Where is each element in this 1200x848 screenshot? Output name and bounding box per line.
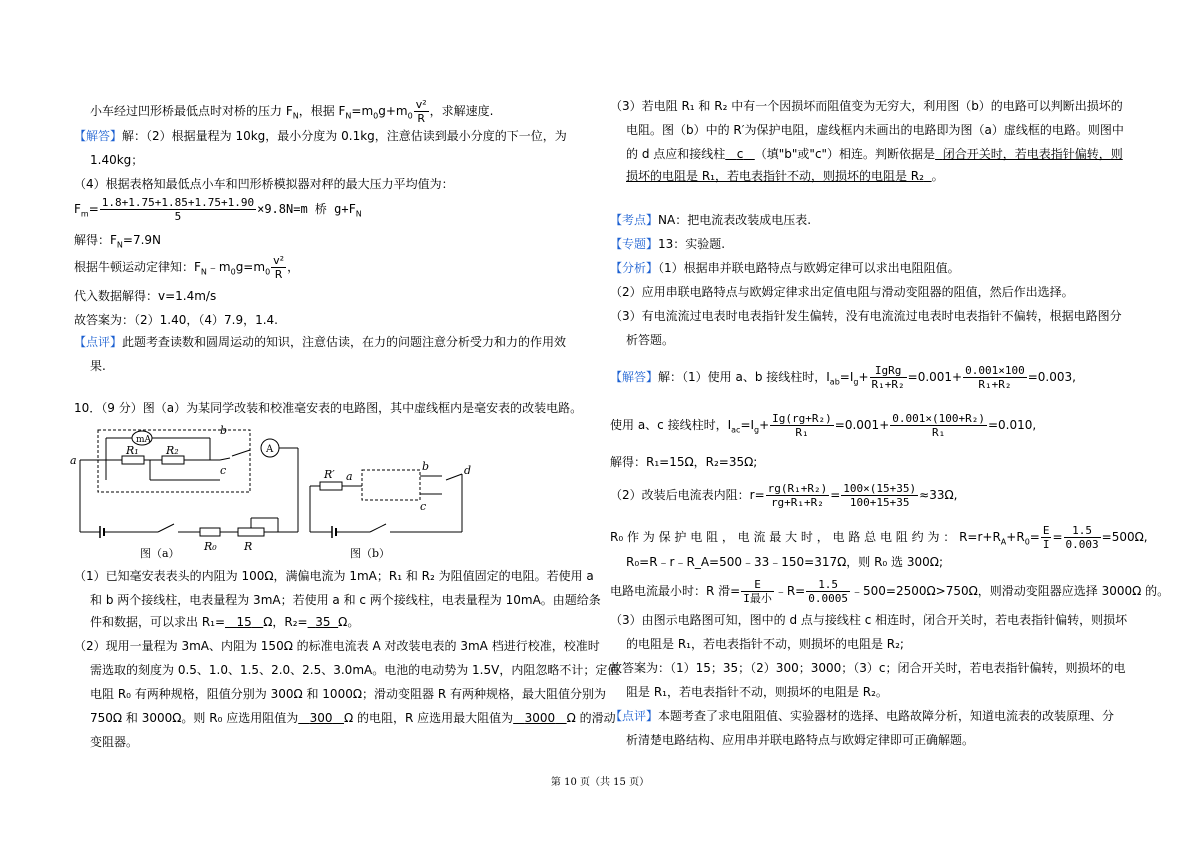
text-line: 使用 a、c 接线柱时，$I_{ac}=I_g+$ $\frac{\text{Ig(rg+R₂)}}{\text{R₁}}$ =0.001+ $\frac{\text{0.001×(100+R₂)}}{\text{R₁}}$ =0.010, [610, 412, 1037, 439]
label-r1: R₁ [126, 444, 139, 457]
text-line: 件和数据，可以求出 R₁= 15 Ω，R₂= 35 Ω。 [90, 615, 360, 629]
text-line: 【专题】13：实验题. [610, 237, 726, 251]
text-line: 【解答】解：（1）使用 a、b 接线柱时，$I_{ab}=I_g+$ IgRg R₁+R₂ =0.001+ $\frac{0.001\times 100}{\text{R₁+R₂}}$ =0.003, [610, 364, 1076, 391]
fraction: IgRg R₁+R₂ [871, 364, 905, 391]
text-line: 电阻。图（b）中的 R′为保护电阻，虚线框内未画出的电路即为图（a）虚线框的电路。则图中 [626, 123, 1124, 137]
caption-figure-a: 图（a） [140, 547, 180, 560]
fraction: $\frac{1.5}{0.0005}$ [808, 578, 848, 605]
text-line: 故答案为：（1）15；35；（2）300；3000；（3）c；闭合开关时，若电表指针偏转，则损坏的电 [610, 661, 1126, 675]
fraction: $\frac{100\times(15+35)}{100+15+35}$ [843, 482, 917, 509]
fraction: $\frac{0.001\times 100}{\text{R₁+R₂}}$ [965, 364, 1025, 391]
resistor-r2 [162, 456, 184, 464]
text-line: （2）现用一量程为 3mA、内阻为 150Ω 的标准电流表 A 对改装电表的 3mA 档进行校准，校准时 [74, 639, 600, 653]
text-line: 的 d 点应和接线柱 c （填"b"或"c"）相连。判断依据是 闭合开关时，若电表指针偏转，则 [626, 147, 1123, 161]
text-line: 【点评】本题考查了求电阻阻值、实验器材的选择、电路故障分析，知道电流表的改装原理、分 [610, 709, 1115, 723]
text-line: 解得：R₁=15Ω，R₂=35Ω; [610, 455, 758, 469]
text-line: R₀ 作 为 保 护 电 阻 ， 电 流 最 大 时 ， 电 路 总 电 阻 约 为 ： $R=r+R_A+R_0=$ $\frac{E}{I}$ = $\frac{1.5}{0.003}$ =500Ω, [610, 524, 1148, 551]
text-line: 故答案为：（2）1.40，（4）7.9，1.4. [74, 313, 278, 327]
text-line: 变阻器。 [90, 735, 139, 749]
text-line: 1.40kg； [90, 153, 144, 167]
resistor-r0 [200, 528, 220, 536]
rheostat [238, 528, 264, 536]
fraction: $\frac{E}{I}$ [1042, 524, 1050, 551]
fraction: E I最小 [743, 578, 772, 605]
question-title: 10．（9 分）图（a）为某同学改装和校准毫安表的电路图，其中虚线框内是毫安表的改装电路。 [74, 401, 583, 415]
text-line: 小车经过凹形桥最低点时对桥的压力 $F_N$，根据 $F_N=m_0g+m_0$ $\frac{\text{v²}}{R}$ ，求解速度. [90, 98, 494, 125]
fraction: $\frac{1.8+1.75+1.85+1.75+1.90}{5}$ [101, 196, 255, 223]
text-line: 电阻 R₀ 有两种规格，阻值分别为 300Ω 和 1000Ω；滑动变阻器 R 有两种规格，最大阻值分别为 [90, 687, 606, 701]
label-r: R [244, 540, 253, 553]
dashed-box-b [362, 470, 420, 500]
circuit-diagrams [70, 422, 530, 560]
text-line: 需选取的刻度为 0.5、1.0、1.5、2.0、2.5、3.0mA。电池的电动势为 1.5V，内阻忽略不计；定值 [90, 663, 620, 677]
label-a-meter: A [266, 444, 274, 455]
text-line: 解得：$F_N=7.9N$ [74, 233, 162, 250]
text-line: 和 b 两个接线柱，电表量程为 3mA；若使用 a 和 c 两个接线柱，电表量程为 10mA。由题给条 [90, 593, 601, 607]
text-line: （3）有电流流过电表时电表指针发生偏转，没有电流流过电表时电表指针不偏转，根据电路图分 [610, 309, 1122, 323]
text-line: 析清楚电路结构、应用串并联电路特点与欧姆定律即可正确解题。 [626, 733, 975, 747]
page-footer: 第 10 页（共 15 页） [550, 777, 650, 788]
label-r0: R₀ [204, 540, 217, 553]
text-line: 析答题。 [626, 333, 675, 347]
fraction: $\frac{\text{Ig(rg+R₂)}}{\text{R₁}}$ [772, 412, 832, 439]
label-b-b: b [422, 460, 430, 473]
text-line: （3）由图示电路图可知，图中的 d 点与接线柱 c 相连时，闭合开关时，若电表指针偏转，则损坏 [610, 613, 1128, 627]
text-line: 【分析】（1）根据串并联电路特点与欧姆定律可以求出电阻阻值。 [610, 261, 960, 275]
resistor-rprime [320, 482, 342, 490]
resistor-r1 [122, 456, 144, 464]
fraction: $\frac{1.5}{0.003}$ [1065, 524, 1099, 551]
text-line: 【解答】解：（2）根据量程为 10kg，最小分度为 0.1kg，注意估读到最小分度的下一位，为 [74, 129, 567, 143]
fraction: $\frac{\text{rg(R₁+R₂)}}{\text{rg+R₁+R₂}}$ [767, 482, 828, 509]
label-a-b: a [346, 470, 353, 483]
text-line: 的电阻是 R₁，若电表指针不动，则损坏的电阻是 R₂; [626, 637, 904, 651]
text-line: （2）应用串联电路特点与欧姆定律求出定值电阻与滑动变阻器的阻值，然后作出选择。 [610, 285, 1074, 299]
text-line: 损坏的电阻是 R₁，若电表指针不动，则损坏的电阻是 R₂ 。 [626, 169, 944, 183]
label-rprime: R′ [324, 468, 335, 481]
text-line: （2）改装后电流表内阻：r= $\frac{\text{rg(R₁+R₂)}}{\text{rg+R₁+R₂}}$ = $\frac{100\times(15+35)}{100+15+35}$ ≈33Ω, [610, 482, 958, 509]
caption-figure-b: 图（b） [350, 547, 391, 560]
dashed-box [98, 430, 250, 492]
label-d: d [464, 464, 472, 477]
fraction: $\frac{\text{0.001×(100+R₂)}}{\text{R₁}}$ [892, 412, 985, 439]
text-line: 代入数据解得：v=1.4m/s [74, 289, 217, 303]
label-ma: mA [136, 435, 152, 445]
label-r2: R₂ [166, 444, 179, 457]
text-line: 果. [90, 359, 106, 373]
label-c: c [220, 464, 227, 477]
label-c-b: c [420, 500, 427, 513]
text-line: R₀=R﹣r﹣R_A=500﹣33﹣150=317Ω，则 R₀ 选 300Ω; [626, 555, 943, 569]
text-line: （1）已知毫安表表头的内阻为 100Ω，满偏电流为 1mA；R₁ 和 R₂ 为阻值固定的电阻。若使用 a [74, 569, 594, 583]
text-line: 根据牛顿运动定律知：$F_N﹣m_0g=m_0$ $\frac{\text{v²}}{R}$ ， [74, 254, 300, 281]
text-line: 【点评】此题考查读数和圆周运动的知识，注意估读，在力的问题注意分析受力和力的作用效 [74, 335, 567, 349]
text-line: 电路电流最小时：R 滑= E I最小 ﹣R= $\frac{1.5}{0.0005}$ ﹣500=2500Ω>750Ω，则滑动变阻器应选择 3000Ω 的。 [610, 578, 1170, 605]
text-line: $F_m=$ $\frac{1.8+1.75+1.85+1.75+1.90}{5}$ ×9.8N=m 桥 $g+F_N$ [74, 196, 362, 223]
text-line: （3）若电阻 R₁ 和 R₂ 中有一个因损坏而阻值变为无穷大，利用图（b）的电路可以判断出损坏的 [610, 99, 1123, 113]
text-line: 【考点】NA：把电流表改装成电压表. [610, 213, 812, 227]
fraction: $\frac{\text{v²}}{R}$ [415, 98, 427, 125]
label-a: a [70, 454, 77, 467]
text-line: 750Ω 和 3000Ω。则 R₀ 应选用阻值为 300 Ω 的电阻，R 应选用最大阻值为 3000 Ω 的滑动 [90, 711, 616, 725]
label-b: b [220, 424, 228, 437]
text-line: （4）根据表格知最低点小车和凹形桥模拟器对秤的最大压力平均值为： [74, 177, 454, 191]
text-line: 阻是 R₁，若电表指针不动，则损坏的电阻是 R₂。 [626, 685, 888, 699]
fraction: $\frac{\text{v²}}{R}$ [273, 254, 285, 281]
